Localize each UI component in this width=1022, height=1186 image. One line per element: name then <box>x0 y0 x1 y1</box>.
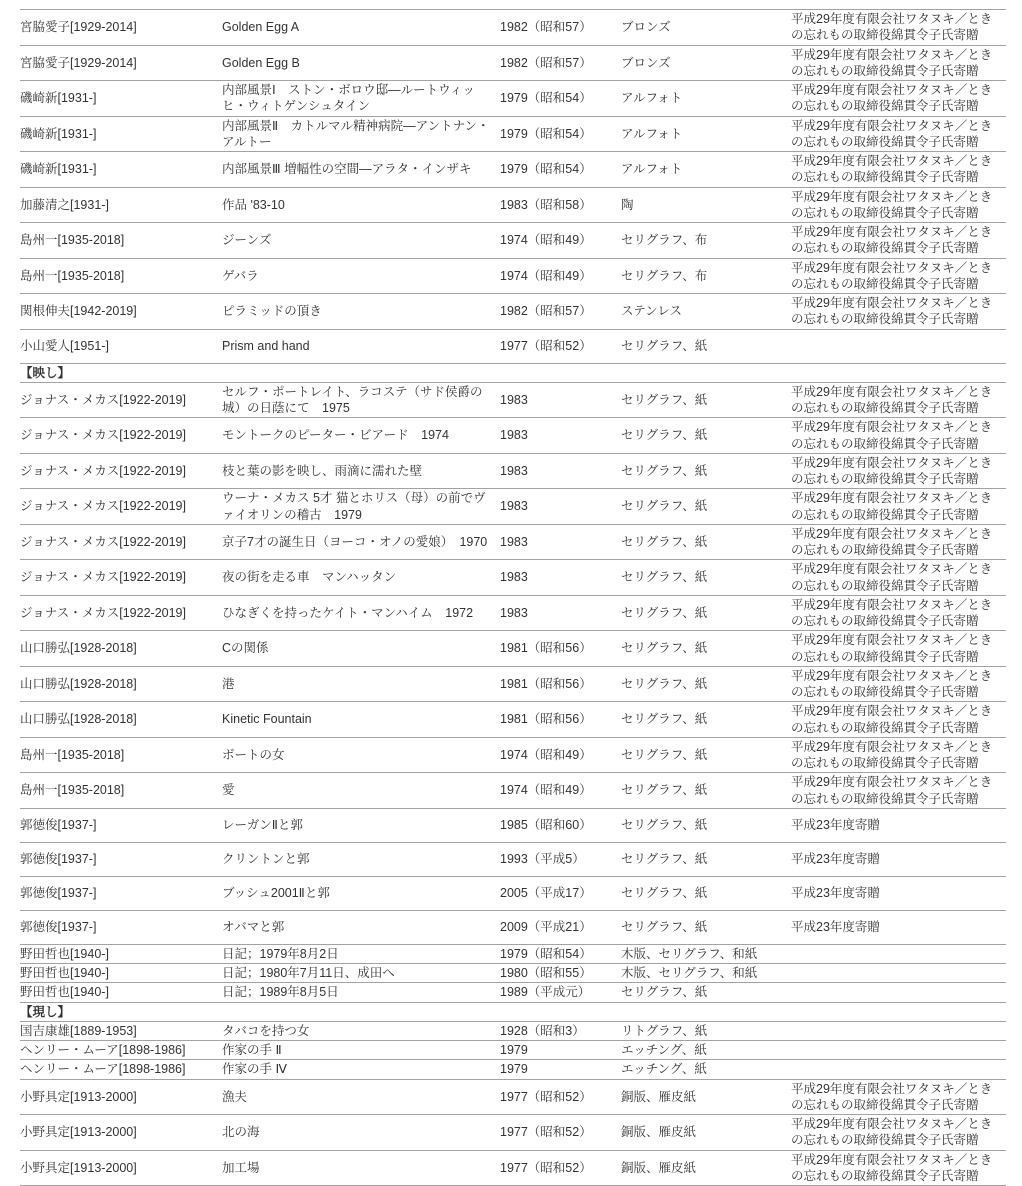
artist-name-cell: 関根伸夫[1942-2019] <box>20 294 222 330</box>
artwork-title-cell: ゲバラ <box>222 258 500 294</box>
credit-cell: 平成29年度有限会社ワタヌキ／ときの忘れもの取締役綿貫令子氏寄贈 <box>791 1115 1006 1151</box>
artist-name-cell: 山口勝弘[1928-2018] <box>20 631 222 667</box>
medium-cell: セリグラフ、紙 <box>621 808 791 842</box>
credit-cell: 平成29年度有限会社ワタヌキ／ときの忘れもの取締役綿貫令子氏寄贈 <box>791 187 1006 223</box>
table-row <box>20 10 1006 46</box>
artwork-title-cell: 作家の手 Ⅳ <box>222 1060 500 1079</box>
table-row <box>20 1060 1006 1079</box>
credit-cell: 平成23年度寄贈 <box>791 842 1006 876</box>
artist-name-cell: 郭徳俊[1937-] <box>20 910 222 944</box>
artist-name-cell: 宮脇愛子[1929-2014] <box>20 10 222 46</box>
table-row <box>20 773 1006 809</box>
artist-name-cell: 島州一[1935-2018] <box>20 737 222 773</box>
medium-cell: セリグラフ、紙 <box>621 737 791 773</box>
credit-cell: 平成29年度有限会社ワタヌキ／ときの忘れもの取締役綿貫令子氏寄贈 <box>791 152 1006 188</box>
credit-cell <box>791 983 1006 1002</box>
artist-name-cell: 郭徳俊[1937-] <box>20 842 222 876</box>
year-cell: 1974（昭和49） <box>500 773 621 809</box>
credit-cell: 平成29年度有限会社ワタヌキ／ときの忘れもの取締役綿貫令子氏寄贈 <box>791 45 1006 81</box>
medium-cell: セリグラフ、紙 <box>621 666 791 702</box>
medium-cell: セリグラフ、布 <box>621 258 791 294</box>
table-row <box>20 983 1006 1002</box>
medium-cell: セリグラフ、紙 <box>621 910 791 944</box>
artist-name-cell: ジョナス・メカス[1922-2019] <box>20 595 222 631</box>
artwork-title-cell: 日記；1979年8月2日 <box>222 944 500 963</box>
medium-cell: セリグラフ、紙 <box>621 631 791 667</box>
credit-cell: 平成29年度有限会社ワタヌキ／ときの忘れもの取締役綿貫令子氏寄贈 <box>791 524 1006 560</box>
artist-name-cell: ジョナス・メカス[1922-2019] <box>20 489 222 525</box>
section-header: 【映し】 <box>20 363 1006 382</box>
artist-name-cell: 磯崎新[1931-] <box>20 152 222 188</box>
year-cell: 1979 <box>500 1060 621 1079</box>
year-cell: 1983 <box>500 453 621 489</box>
artworks-table <box>20 9 1006 1186</box>
medium-cell: セリグラフ、紙 <box>621 876 791 910</box>
artwork-title-cell: 愛 <box>222 773 500 809</box>
artwork-title-cell: 内部風景Ⅲ 増幅性の空間―アラタ・インザキ <box>222 152 500 188</box>
medium-cell: セリグラフ、紙 <box>621 702 791 738</box>
credit-cell: 平成29年度有限会社ワタヌキ／ときの忘れもの取締役綿貫令子氏寄贈 <box>791 223 1006 259</box>
credit-cell: 平成29年度有限会社ワタヌキ／ときの忘れもの取締役綿貫令子氏寄贈 <box>791 418 1006 454</box>
artwork-title-cell: ピラミッドの頂き <box>222 294 500 330</box>
credit-cell: 平成29年度有限会社ワタヌキ／ときの忘れもの取締役綿貫令子氏寄贈 <box>791 560 1006 596</box>
table-row <box>20 964 1006 983</box>
year-cell: 1993（平成5） <box>500 842 621 876</box>
artist-name-cell: 磯崎新[1931-] <box>20 81 222 117</box>
year-cell: 1981（昭和56） <box>500 702 621 738</box>
credit-cell <box>791 1041 1006 1060</box>
artwork-title-cell: ブッシュ2001Ⅱと郭 <box>222 876 500 910</box>
medium-cell: セリグラフ、紙 <box>621 842 791 876</box>
credit-cell: 平成29年度有限会社ワタヌキ／ときの忘れもの取締役綿貫令子氏寄贈 <box>791 258 1006 294</box>
artist-name-cell: 郭徳俊[1937-] <box>20 876 222 910</box>
credit-cell: 平成29年度有限会社ワタヌキ／ときの忘れもの取締役綿貫令子氏寄贈 <box>791 81 1006 117</box>
table-row <box>20 45 1006 81</box>
year-cell: 1983 <box>500 560 621 596</box>
year-cell: 2009（平成21） <box>500 910 621 944</box>
year-cell: 1983 <box>500 418 621 454</box>
table-row <box>20 944 1006 963</box>
year-cell: 1982（昭和57） <box>500 45 621 81</box>
credit-cell <box>791 329 1006 363</box>
artist-name-cell: 小野具定[1913-2000] <box>20 1115 222 1151</box>
year-cell: 1977（昭和52） <box>500 1079 621 1115</box>
credit-cell <box>791 964 1006 983</box>
year-cell: 1983 <box>500 489 621 525</box>
credit-cell: 平成23年度寄贈 <box>791 876 1006 910</box>
table-row <box>20 1021 1006 1040</box>
year-cell: 1928（昭和3） <box>500 1021 621 1040</box>
credit-cell: 平成29年度有限会社ワタヌキ／ときの忘れもの取締役綿貫令子氏寄贈 <box>791 595 1006 631</box>
artist-name-cell: 野田哲也[1940-] <box>20 983 222 1002</box>
year-cell: 1979 <box>500 1041 621 1060</box>
table-row <box>20 223 1006 259</box>
year-cell: 1982（昭和57） <box>500 294 621 330</box>
medium-cell: ステンレス <box>621 294 791 330</box>
table-row <box>20 524 1006 560</box>
artwork-title-cell: モントークのピーター・ビアード 1974 <box>222 418 500 454</box>
table-row <box>20 666 1006 702</box>
artist-name-cell: ヘンリー・ムーア[1898-1986] <box>20 1060 222 1079</box>
artist-name-cell: 国吉康雄[1889-1953] <box>20 1021 222 1040</box>
artwork-title-cell: オバマと郭 <box>222 910 500 944</box>
credit-cell: 平成29年度有限会社ワタヌキ／ときの忘れもの取締役綿貫令子氏寄贈 <box>791 453 1006 489</box>
table-row <box>20 737 1006 773</box>
credit-cell: 平成29年度有限会社ワタヌキ／ときの忘れもの取締役綿貫令子氏寄贈 <box>791 294 1006 330</box>
year-cell: 1979（昭和54） <box>500 944 621 963</box>
table-row <box>20 1079 1006 1115</box>
table-row <box>20 702 1006 738</box>
artwork-title-cell: 京子7才の誕生日（ヨーコ・オノの愛娘） 1970 <box>222 524 500 560</box>
artwork-title-cell: ひなぎくを持ったケイト・マンハイム 1972 <box>222 595 500 631</box>
artist-name-cell: 山口勝弘[1928-2018] <box>20 666 222 702</box>
table-row <box>20 1150 1006 1186</box>
artwork-title-cell: ジーンズ <box>222 223 500 259</box>
medium-cell: セリグラフ、紙 <box>621 560 791 596</box>
year-cell: 1983 <box>500 382 621 418</box>
artwork-title-cell: 港 <box>222 666 500 702</box>
artwork-title-cell: 日記；1989年8月5日 <box>222 983 500 1002</box>
artwork-title-cell: Golden Egg A <box>222 10 500 46</box>
artist-name-cell: ジョナス・メカス[1922-2019] <box>20 560 222 596</box>
artist-name-cell: 野田哲也[1940-] <box>20 944 222 963</box>
medium-cell: セリグラフ、紙 <box>621 453 791 489</box>
medium-cell: リトグラフ、紙 <box>621 1021 791 1040</box>
artwork-title-cell: 漁夫 <box>222 1079 500 1115</box>
artist-name-cell: ジョナス・メカス[1922-2019] <box>20 418 222 454</box>
year-cell: 1983 <box>500 524 621 560</box>
artist-name-cell: 小山愛人[1951-] <box>20 329 222 363</box>
artwork-title-cell: セルフ・ポートレイト、ラコステ（サド侯爵の城）の日蔭にて 1975 <box>222 382 500 418</box>
medium-cell: セリグラフ、紙 <box>621 983 791 1002</box>
medium-cell: 陶 <box>621 187 791 223</box>
table-row <box>20 489 1006 525</box>
artist-name-cell: 島州一[1935-2018] <box>20 258 222 294</box>
table-row <box>20 631 1006 667</box>
table-row <box>20 842 1006 876</box>
medium-cell: アルフォト <box>621 81 791 117</box>
section-header-row <box>20 363 1006 382</box>
artist-name-cell: 加藤清之[1931-] <box>20 187 222 223</box>
table-row <box>20 187 1006 223</box>
artwork-title-cell: Cの関係 <box>222 631 500 667</box>
artwork-title-cell: タバコを持つ女 <box>222 1021 500 1040</box>
year-cell: 1977（昭和52） <box>500 1115 621 1151</box>
table-row <box>20 560 1006 596</box>
credit-cell: 平成29年度有限会社ワタヌキ／ときの忘れもの取締役綿貫令子氏寄贈 <box>791 1079 1006 1115</box>
table-row <box>20 595 1006 631</box>
artist-name-cell: ジョナス・メカス[1922-2019] <box>20 453 222 489</box>
credit-cell: 平成23年度寄贈 <box>791 910 1006 944</box>
credit-cell: 平成29年度有限会社ワタヌキ／ときの忘れもの取締役綿貫令子氏寄贈 <box>791 702 1006 738</box>
medium-cell: セリグラフ、紙 <box>621 489 791 525</box>
credit-cell: 平成29年度有限会社ワタヌキ／ときの忘れもの取締役綿貫令子氏寄贈 <box>791 382 1006 418</box>
year-cell: 1974（昭和49） <box>500 737 621 773</box>
medium-cell: 銅版、雁皮紙 <box>621 1079 791 1115</box>
artist-name-cell: 小野具定[1913-2000] <box>20 1079 222 1115</box>
artist-name-cell: 磯崎新[1931-] <box>20 116 222 152</box>
medium-cell: アルフォト <box>621 116 791 152</box>
medium-cell: セリグラフ、紙 <box>621 418 791 454</box>
year-cell: 1974（昭和49） <box>500 223 621 259</box>
artwork-title-cell: 夜の街を走る車 マンハッタン <box>222 560 500 596</box>
medium-cell: 銅版、雁皮紙 <box>621 1150 791 1186</box>
medium-cell: 木版、セリグラフ、和紙 <box>621 964 791 983</box>
table-row <box>20 808 1006 842</box>
artwork-title-cell: 作家の手 Ⅱ <box>222 1041 500 1060</box>
credit-cell: 平成29年度有限会社ワタヌキ／ときの忘れもの取締役綿貫令子氏寄贈 <box>791 773 1006 809</box>
medium-cell: セリグラフ、紙 <box>621 524 791 560</box>
artwork-title-cell: 内部風景Ⅱ カトルマル精神病院―アントナン・アルトー <box>222 116 500 152</box>
year-cell: 1981（昭和56） <box>500 631 621 667</box>
credit-cell: 平成29年度有限会社ワタヌキ／ときの忘れもの取締役綿貫令子氏寄贈 <box>791 737 1006 773</box>
credit-cell: 平成29年度有限会社ワタヌキ／ときの忘れもの取締役綿貫令子氏寄贈 <box>791 10 1006 46</box>
year-cell: 1981（昭和56） <box>500 666 621 702</box>
medium-cell: 木版、セリグラフ、和紙 <box>621 944 791 963</box>
credit-cell <box>791 1060 1006 1079</box>
table-row <box>20 1115 1006 1151</box>
table-row <box>20 418 1006 454</box>
table-row <box>20 81 1006 117</box>
artwork-title-cell: 枝と葉の影を映し、雨滴に濡れた壁 <box>222 453 500 489</box>
table-row <box>20 382 1006 418</box>
artwork-title-cell: Golden Egg B <box>222 45 500 81</box>
section-header-row <box>20 1002 1006 1021</box>
credit-cell: 平成29年度有限会社ワタヌキ／ときの忘れもの取締役綿貫令子氏寄贈 <box>791 631 1006 667</box>
year-cell: 1980（昭和55） <box>500 964 621 983</box>
table-row <box>20 116 1006 152</box>
medium-cell: エッチング、紙 <box>621 1041 791 1060</box>
credit-cell <box>791 1021 1006 1040</box>
table-row <box>20 294 1006 330</box>
year-cell: 2005（平成17） <box>500 876 621 910</box>
credit-cell: 平成29年度有限会社ワタヌキ／ときの忘れもの取締役綿貫令子氏寄贈 <box>791 116 1006 152</box>
year-cell: 1977（昭和52） <box>500 1150 621 1186</box>
medium-cell: セリグラフ、紙 <box>621 773 791 809</box>
artwork-title-cell: 加工場 <box>222 1150 500 1186</box>
artwork-title-cell: クリントンと郭 <box>222 842 500 876</box>
artwork-title-cell: 北の海 <box>222 1115 500 1151</box>
medium-cell: エッチング、紙 <box>621 1060 791 1079</box>
artist-name-cell: ジョナス・メカス[1922-2019] <box>20 382 222 418</box>
artist-name-cell: ヘンリー・ムーア[1898-1986] <box>20 1041 222 1060</box>
year-cell: 1989（平成元） <box>500 983 621 1002</box>
credit-cell: 平成29年度有限会社ワタヌキ／ときの忘れもの取締役綿貫令子氏寄贈 <box>791 666 1006 702</box>
table-row <box>20 329 1006 363</box>
credit-cell: 平成29年度有限会社ワタヌキ／ときの忘れもの取締役綿貫令子氏寄贈 <box>791 489 1006 525</box>
medium-cell: アルフォト <box>621 152 791 188</box>
artwork-title-cell: ボートの女 <box>222 737 500 773</box>
artwork-title-cell: 日記；1980年7月11日、成田へ <box>222 964 500 983</box>
table-row <box>20 876 1006 910</box>
artwork-title-cell: Prism and hand <box>222 329 500 363</box>
artwork-title-cell: レーガンⅡと郭 <box>222 808 500 842</box>
year-cell: 1983（昭和58） <box>500 187 621 223</box>
credit-cell: 平成29年度有限会社ワタヌキ／ときの忘れもの取締役綿貫令子氏寄贈 <box>791 1150 1006 1186</box>
table-row <box>20 1041 1006 1060</box>
artist-name-cell: 小野具定[1913-2000] <box>20 1150 222 1186</box>
artwork-title-cell: 作品 '83-10 <box>222 187 500 223</box>
year-cell: 1979（昭和54） <box>500 152 621 188</box>
artist-name-cell: 島州一[1935-2018] <box>20 223 222 259</box>
medium-cell: ブロンズ <box>621 10 791 46</box>
table-row <box>20 152 1006 188</box>
year-cell: 1977（昭和52） <box>500 329 621 363</box>
artworks-table-body <box>20 10 1006 1186</box>
table-row <box>20 453 1006 489</box>
medium-cell: ブロンズ <box>621 45 791 81</box>
year-cell: 1979（昭和54） <box>500 116 621 152</box>
year-cell: 1974（昭和49） <box>500 258 621 294</box>
credit-cell <box>791 944 1006 963</box>
medium-cell: セリグラフ、紙 <box>621 382 791 418</box>
artwork-title-cell: 内部風景Ⅰ ストン・ボロウ邸―ルートウィッヒ・ウィトゲンシュタイン <box>222 81 500 117</box>
medium-cell: セリグラフ、紙 <box>621 595 791 631</box>
year-cell: 1979（昭和54） <box>500 81 621 117</box>
artist-name-cell: 野田哲也[1940-] <box>20 964 222 983</box>
medium-cell: 銅版、雁皮紙 <box>621 1115 791 1151</box>
year-cell: 1985（昭和60） <box>500 808 621 842</box>
table-row <box>20 910 1006 944</box>
section-header: 【現し】 <box>20 1002 1006 1021</box>
artist-name-cell: 宮脇愛子[1929-2014] <box>20 45 222 81</box>
year-cell: 1982（昭和57） <box>500 10 621 46</box>
credit-cell: 平成23年度寄贈 <box>791 808 1006 842</box>
artist-name-cell: 島州一[1935-2018] <box>20 773 222 809</box>
medium-cell: セリグラフ、紙 <box>621 329 791 363</box>
artist-name-cell: ジョナス・メカス[1922-2019] <box>20 524 222 560</box>
medium-cell: セリグラフ、布 <box>621 223 791 259</box>
artwork-title-cell: Kinetic Fountain <box>222 702 500 738</box>
table-row <box>20 258 1006 294</box>
artist-name-cell: 郭徳俊[1937-] <box>20 808 222 842</box>
artist-name-cell: 山口勝弘[1928-2018] <box>20 702 222 738</box>
artwork-title-cell: ウーナ・メカス 5才 猫とホリス（母）の前でヴァイオリンの稽古 1979 <box>222 489 500 525</box>
year-cell: 1983 <box>500 595 621 631</box>
